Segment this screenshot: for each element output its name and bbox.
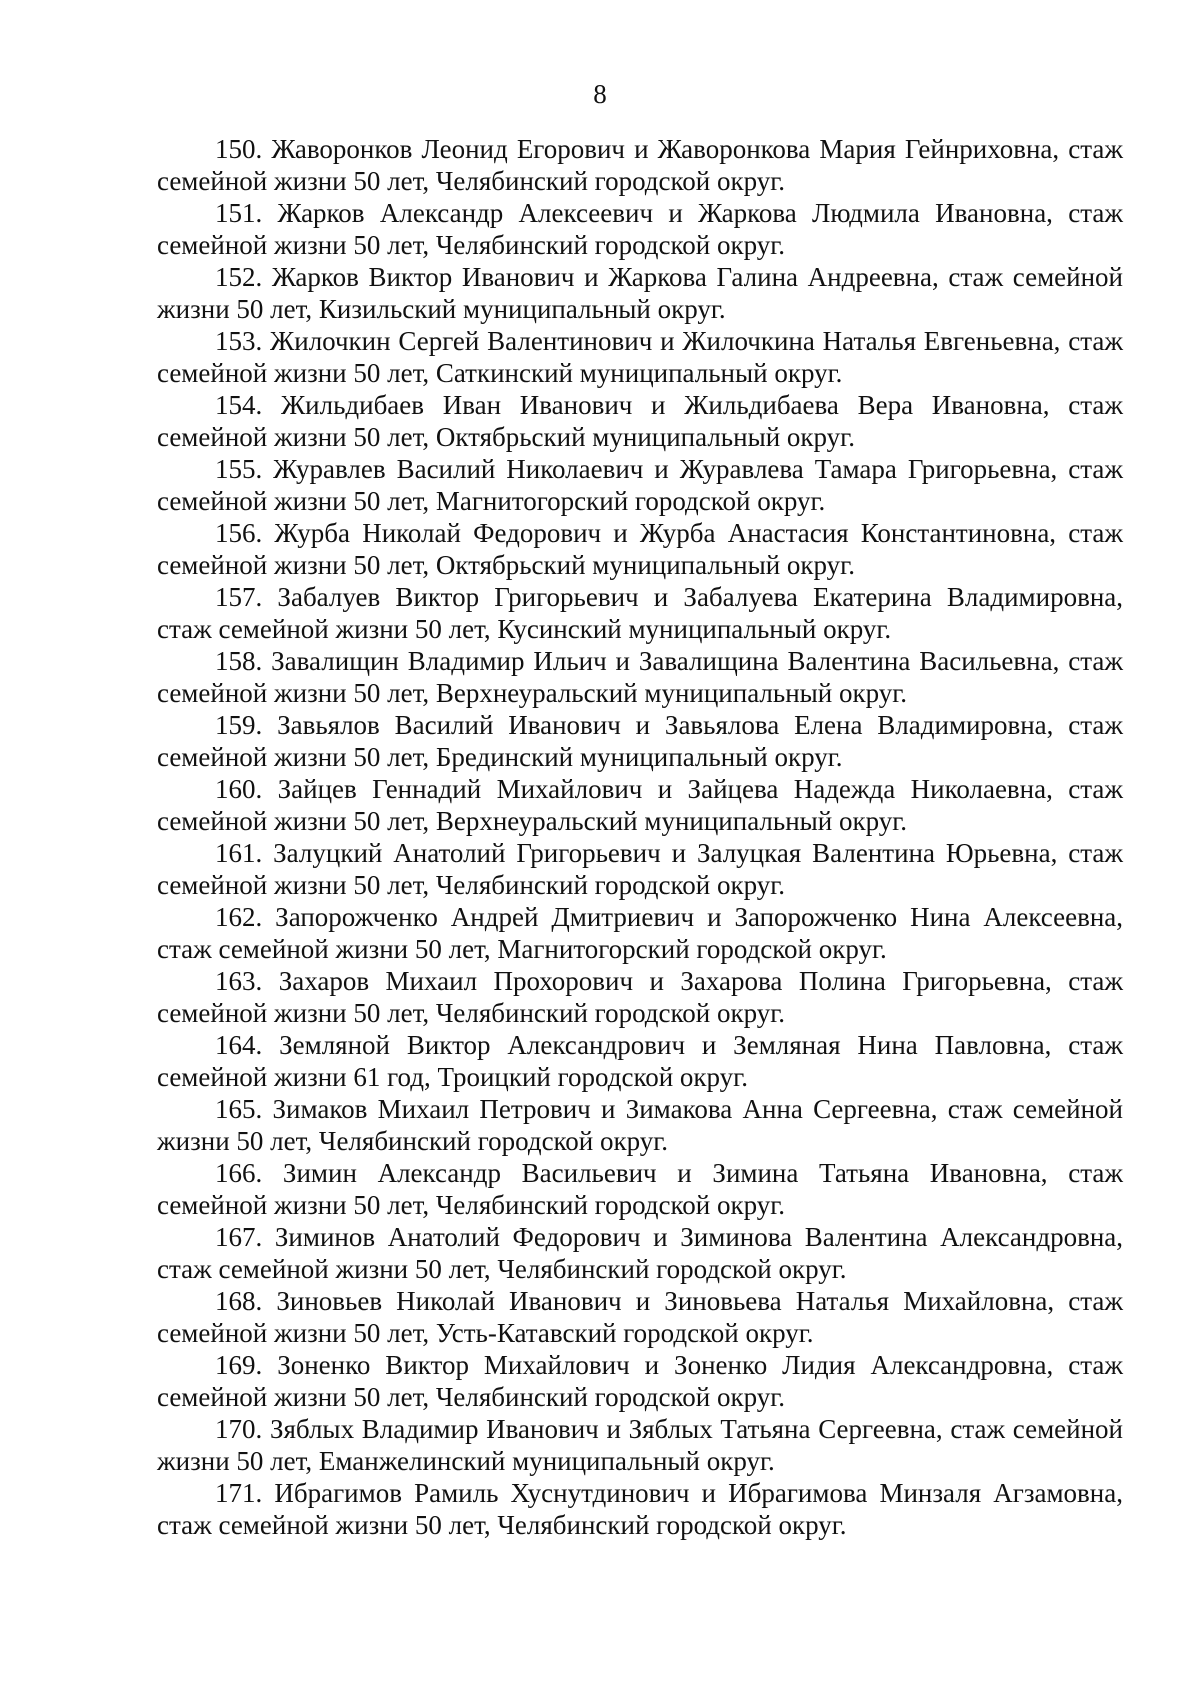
list-item: 158. Завалищин Владимир Ильич и Завалищина Валентина Васильевна, стаж семейной жизни 50 лет, Верхнеуральский муниципальный округ. <box>157 646 1123 708</box>
list-item: 162. Запорожченко Андрей Дмитриевич и Запорожченко Нина Алексеевна, стаж семейной жизни 50 лет, Магнитогорский городской округ. <box>157 902 1123 964</box>
list-item: 151. Жарков Александр Алексеевич и Жаркова Людмила Ивановна, стаж семейной жизни 50 лет, Челябинский городской округ. <box>157 198 1123 260</box>
list-item: 171. Ибрагимов Рамиль Хуснутдинович и Ибрагимова Минзаля Агзамовна, стаж семейной жизни 50 лет, Челябинский городской округ. <box>157 1478 1123 1540</box>
list-item: 154. Жильдибаев Иван Иванович и Жильдибаева Вера Ивановна, стаж семейной жизни 50 лет, Октябрьский муниципальный округ. <box>157 390 1123 452</box>
list-item: 163. Захаров Михаил Прохорович и Захарова Полина Григорьевна, стаж семейной жизни 50 лет, Челябинский городской округ. <box>157 966 1123 1028</box>
list-item: 155. Журавлев Василий Николаевич и Журавлева Тамара Григорьевна, стаж семейной жизни 50 лет, Магнитогорский городской округ. <box>157 454 1123 516</box>
list-item: 152. Жарков Виктор Иванович и Жаркова Галина Андреевна, стаж семейной жизни 50 лет, Кизильский муниципальный округ. <box>157 262 1123 324</box>
list-item: 169. Зоненко Виктор Михайлович и Зоненко Лидия Александровна, стаж семейной жизни 50 лет, Челябинский городской округ. <box>157 1350 1123 1412</box>
list-item: 164. Земляной Виктор Александрович и Земляная Нина Павловна, стаж семейной жизни 61 год, Троицкий городской округ. <box>157 1030 1123 1092</box>
list-item: 150. Жаворонков Леонид Егорович и Жаворонкова Мария Гейнриховна, стаж семейной жизни 50 лет, Челябинский городской округ. <box>157 134 1123 196</box>
list-item: 165. Зимаков Михаил Петрович и Зимакова Анна Сергеевна, стаж семейной жизни 50 лет, Челябинский городской округ. <box>157 1094 1123 1156</box>
list-item: 161. Залуцкий Анатолий Григорьевич и Залуцкая Валентина Юрьевна, стаж семейной жизни 50 лет, Челябинский городской округ. <box>157 838 1123 900</box>
page-number: 8 <box>593 79 607 109</box>
list-item: 166. Зимин Александр Васильевич и Зимина Татьяна Ивановна, стаж семейной жизни 50 лет, Челябинский городской округ. <box>157 1158 1123 1220</box>
list-item: 153. Жилочкин Сергей Валентинович и Жилочкина Наталья Евгеньевна, стаж семейной жизни 50 лет, Саткинский муниципальный округ. <box>157 326 1123 388</box>
list-item: 156. Журба Николай Федорович и Журба Анастасия Константиновна, стаж семейной жизни 50 лет, Октябрьский муниципальный округ. <box>157 518 1123 580</box>
list-item: 157. Забалуев Виктор Григорьевич и Забалуева Екатерина Владимировна, стаж семейной жизни 50 лет, Кусинский муниципальный округ. <box>157 582 1123 644</box>
list-item: 170. Зяблых Владимир Иванович и Зяблых Татьяна Сергеевна, стаж семейной жизни 50 лет, Еманжелинский муниципальный округ. <box>157 1414 1123 1476</box>
list-item: 167. Зиминов Анатолий Федорович и Зиминова Валентина Александровна, стаж семейной жизни 50 лет, Челябинский городской округ. <box>157 1222 1123 1284</box>
list-item: 160. Зайцев Геннадий Михайлович и Зайцева Надежда Николаевна, стаж семейной жизни 50 лет, Верхнеуральский муниципальный округ. <box>157 774 1123 836</box>
entry-list <box>157 133 1123 1541</box>
list-item: 159. Завьялов Василий Иванович и Завьялова Елена Владимировна, стаж семейной жизни 50 лет, Брединский муниципальный округ. <box>157 710 1123 772</box>
list-item: 168. Зиновьев Николай Иванович и Зиновьева Наталья Михайловна, стаж семейной жизни 50 лет, Усть-Катавский городской округ. <box>157 1286 1123 1348</box>
